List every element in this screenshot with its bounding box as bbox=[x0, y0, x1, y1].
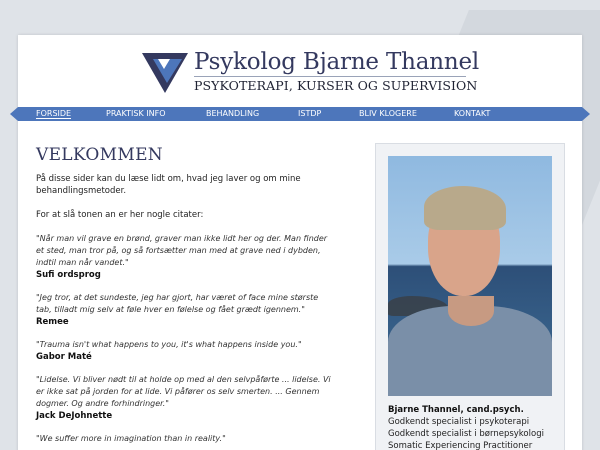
site-title[interactable]: Psykolog Bjarne Thannel bbox=[194, 49, 480, 75]
site-subtitle: PSYKOTERAPI, KURSER OG SUPERVISION bbox=[194, 78, 478, 93]
quote-author: Gabor Maté bbox=[36, 352, 92, 362]
photo-neck bbox=[448, 296, 494, 326]
quote-text: "Lidelse. Vi bliver nødt til at holde op med al den selvpåførte ... lidelse. Vi er ikke sat på jorden for at lide. Vi påfører os selv smerten. ... Gennem dogmer. Og andre forhindringer." bbox=[36, 375, 331, 408]
quote-text: "Jeg tror, at det sundeste, jeg har gjort, har været of face mine største tab, tilladt mig selv at føle hver en følelse og fået grædt igennem." bbox=[36, 293, 319, 314]
logo-icon[interactable] bbox=[142, 53, 188, 93]
quote-author: Remee bbox=[36, 317, 69, 327]
nav-item-behandling[interactable]: BEHANDLING bbox=[206, 109, 260, 118]
quote-text: "Når man vil grave en brønd, graver man ikke lidt her og der. Man finder et sted, man tror på, og så fortsætter man med at grave ned i dybden, indtil man når vandet." bbox=[36, 234, 328, 267]
profile-credential: Godkendt specialist i psykoterapi bbox=[388, 417, 530, 427]
profile-name: Bjarne Thannel, cand.psych. bbox=[388, 405, 524, 415]
quote-author: Jack DeJohnette bbox=[36, 411, 113, 421]
quote-author: Sufi ordsprog bbox=[36, 270, 101, 280]
nav-item-forside[interactable]: FORSIDE bbox=[36, 109, 72, 118]
page-title: VELKOMMEN bbox=[36, 145, 163, 165]
profile-credential: Somatic Experiencing Practitioner bbox=[388, 441, 533, 450]
quote-text: "Trauma isn't what happens to you, it's what happens inside you." bbox=[36, 340, 302, 349]
sidebar-profile bbox=[375, 143, 565, 450]
main-content bbox=[36, 145, 336, 445]
profile-photo bbox=[388, 156, 552, 396]
nav-item-praktisk-info[interactable]: PRAKTISK INFO bbox=[106, 109, 166, 118]
nav-item-kontakt[interactable]: KONTAKT bbox=[454, 109, 491, 118]
lead-text: For at slå tonen an er her nogle citater: bbox=[36, 210, 204, 220]
quote-text: "We suffer more in imagination than in reality." bbox=[36, 434, 226, 443]
main-navigation bbox=[18, 107, 582, 121]
header-divider bbox=[194, 76, 466, 77]
profile-bio bbox=[388, 404, 568, 450]
intro-text: På disse sider kan du læse lidt om, hvad jeg laver og om mine behandlingsmetoder. bbox=[36, 174, 301, 196]
nav-item-bliv-klogere[interactable]: BLIV KLOGERE bbox=[359, 109, 417, 118]
site-header bbox=[142, 49, 480, 111]
page-container bbox=[18, 35, 582, 450]
photo-hair bbox=[424, 186, 506, 230]
nav-item-istdp[interactable]: ISTDP bbox=[298, 109, 322, 118]
profile-credential: Godkendt specialist i børnepsykologi bbox=[388, 429, 544, 439]
